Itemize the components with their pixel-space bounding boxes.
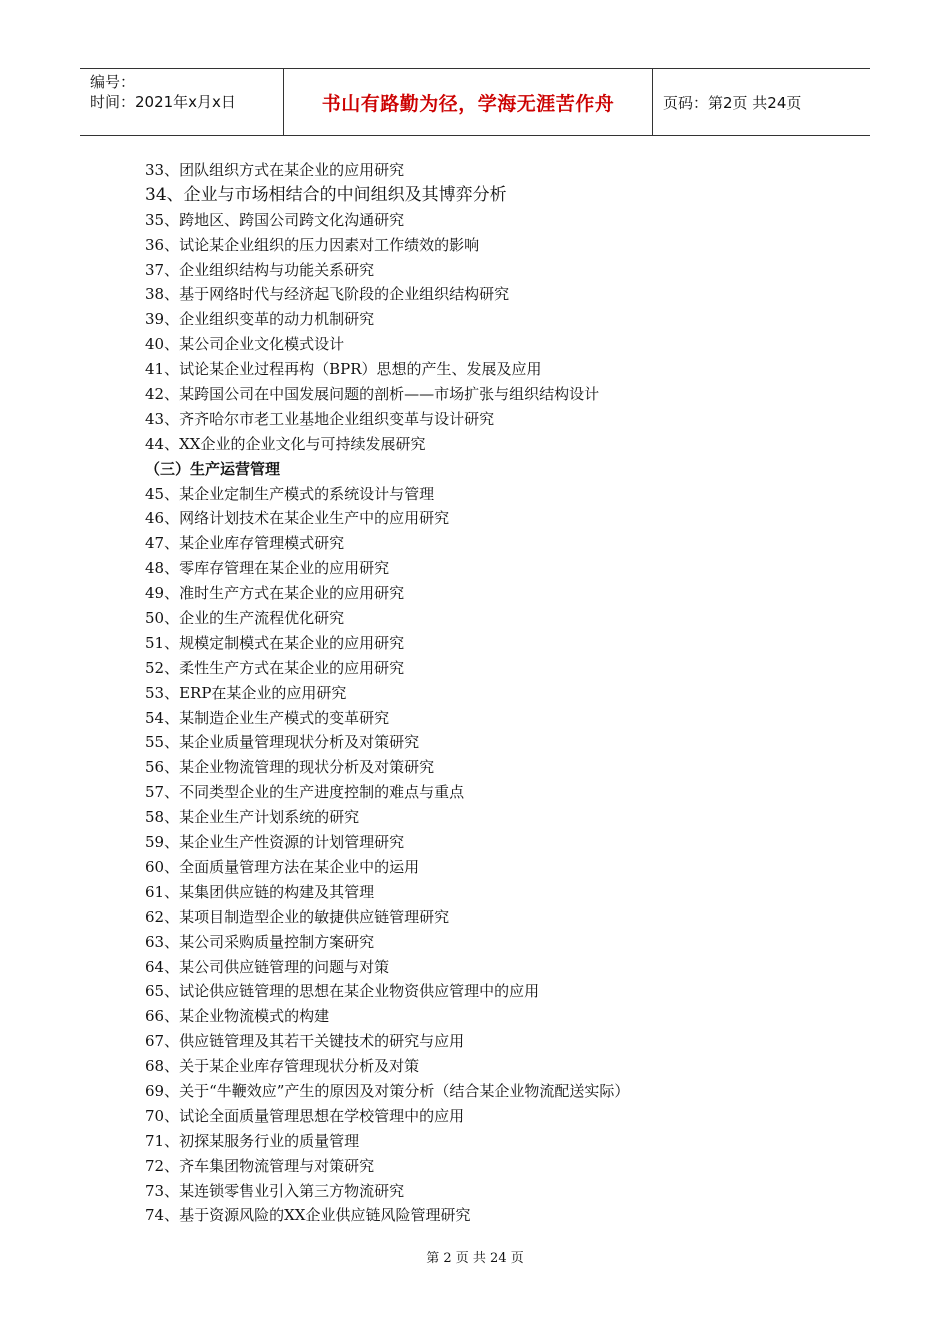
list-item: 47、某企业库存管理模式研究 [145, 534, 345, 553]
list-item: 53、ERP在某企业的应用研究 [145, 683, 347, 702]
list-item: 63、某公司采购质量控制方案研究 [145, 932, 375, 951]
list-item: 52、柔性生产方式在某企业的应用研究 [145, 658, 405, 677]
list-item: 58、某企业生产计划系统的研究 [145, 808, 360, 827]
list-item: 65、试论供应链管理的思想在某企业物资供应管理中的应用 [145, 982, 540, 1001]
list-item: 57、不同类型企业的生产进度控制的难点与重点 [145, 783, 465, 802]
list-item: 38、基于网络时代与经济起飞阶段的企业组织结构研究 [145, 285, 510, 304]
list-item: 64、某公司供应链管理的问题与对策 [145, 957, 390, 976]
list-item: 41、试论某企业过程再构（BPR）思想的产生、发展及应用 [145, 360, 542, 379]
list-item: 59、某企业生产性资源的计划管理研究 [145, 833, 405, 852]
list-item: 73、某连锁零售业引入第三方物流研究 [145, 1181, 405, 1200]
header-page-info: 页码：第2页 共24页 [663, 93, 802, 112]
list-item: 42、某跨国公司在中国发展问题的剖析——市场扩张与组织结构设计 [145, 385, 600, 404]
list-item: 49、准时生产方式在某企业的应用研究 [145, 584, 405, 603]
list-item: 60、全面质量管理方法在某企业中的运用 [145, 857, 420, 876]
list-item: 55、某企业质量管理现状分析及对策研究 [145, 733, 420, 752]
document-number-label: 编号： [90, 73, 136, 91]
list-item: 71、初探某服务行业的质量管理 [145, 1131, 360, 1150]
list-item: 67、供应链管理及其若干关键技术的研究与应用 [145, 1032, 465, 1051]
list-item: 44、XX企业的企业文化与可持续发展研究 [145, 434, 426, 453]
list-item: 36、试论某企业组织的压力因素对工作绩效的影响 [145, 235, 480, 254]
page-header [80, 68, 870, 136]
list-item: 54、某制造企业生产模式的变革研究 [145, 708, 390, 727]
list-item: 51、规模定制模式在某企业的应用研究 [145, 633, 405, 652]
topic-list [145, 158, 845, 1228]
list-item: 43、齐齐哈尔市老工业基地企业组织变革与设计研究 [145, 409, 495, 428]
list-item: 66、某企业物流模式的构建 [145, 1007, 330, 1026]
list-item: 33、团队组织方式在某企业的应用研究 [145, 161, 405, 179]
list-item: 45、某企业定制生产模式的系统设计与管理 [145, 484, 435, 503]
list-item: 39、企业组织变革的动力机制研究 [145, 310, 375, 329]
list-item: 74、基于资源风险的XX企业供应链风险管理研究 [145, 1206, 471, 1225]
list-item: 70、试论全面质量管理思想在学校管理中的应用 [145, 1106, 465, 1125]
list-item: 56、某企业物流管理的现状分析及对策研究 [145, 758, 435, 777]
list-item: 48、零库存管理在某企业的应用研究 [145, 559, 390, 578]
list-item: 68、关于某企业库存管理现状分析及对策 [145, 1057, 420, 1076]
list-item: 61、某集团供应链的构建及其管理 [145, 882, 375, 901]
list-item: 34、企业与市场相结合的中间组织及其博弈分析 [145, 184, 507, 205]
list-item: 46、网络计划技术在某企业生产中的应用研究 [145, 509, 450, 528]
list-item: 37、企业组织结构与功能关系研究 [145, 260, 375, 279]
header-motto: 书山有路勤为径，学海无涯苦作舟 [283, 69, 653, 135]
page-footer: 第 2 页 共 24 页 [426, 1251, 524, 1266]
document-date: 时间：2021年x月x日 [90, 93, 236, 111]
list-item: 72、齐车集团物流管理与对策研究 [145, 1156, 375, 1175]
section-heading: （三）生产运营管理 [145, 459, 281, 478]
list-item: 50、企业的生产流程优化研究 [145, 609, 345, 628]
list-item: 35、跨地区、跨国公司跨文化沟通研究 [145, 210, 405, 229]
list-item: 62、某项目制造型企业的敏捷供应链管理研究 [145, 907, 450, 926]
header-meta [80, 69, 283, 135]
list-item: 69、关于“牛鞭效应”产生的原因及对策分析（结合某企业物流配送实际） [145, 1081, 630, 1100]
list-item: 40、某公司企业文化模式设计 [145, 335, 345, 354]
